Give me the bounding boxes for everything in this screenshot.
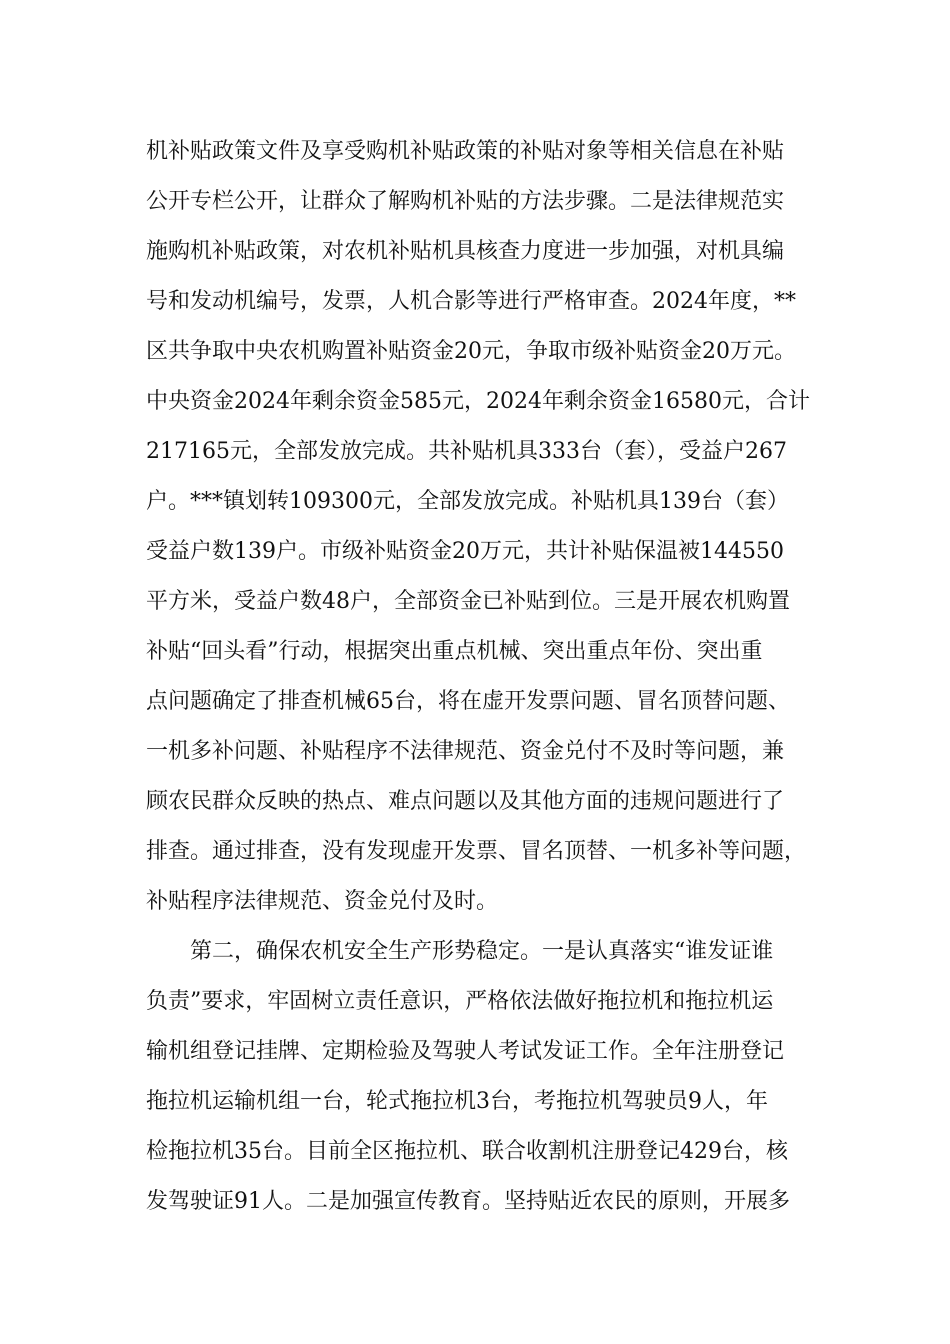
text-line: 217165元，全部发放完成。共补贴机具333台（套），受益户267 bbox=[146, 439, 787, 464]
text-line: 号和发动机编号，发票，人机合影等进行严格审查。2024年度，** bbox=[146, 289, 796, 314]
text-line: 一机多补问题、补贴程序不法律规范、资金兑付不及时等问题，兼 bbox=[146, 739, 785, 764]
paragraph-first-line: 第二，确保农机安全生产形势稳定。一是认真落实“谁发证谁 bbox=[190, 939, 774, 964]
text-line: 拖拉机运输机组一台，轮式拖拉机3台，考拖拉机驾驶员9人，年 bbox=[146, 1089, 768, 1114]
text-line: 施购机补贴政策，对农机补贴机具核查力度进一步加强，对机具编 bbox=[146, 239, 785, 264]
text-line: 户。***镇划转109300元，全部发放完成。补贴机具139台（套） bbox=[146, 489, 789, 514]
text-line: 区共争取中央农机购置补贴资金20元，争取市级补贴资金20万元。 bbox=[146, 339, 796, 364]
text-line: 受益户数139户。市级补贴资金20万元，共计补贴保温被144550 bbox=[146, 539, 784, 564]
text-line: 输机组登记挂牌、定期检验及驾驶人考试发证工作。全年注册登记 bbox=[146, 1039, 785, 1064]
text-line: 发驾驶证91人。二是加强宣传教育。坚持贴近农民的原则，开展多 bbox=[146, 1189, 790, 1214]
text-line: 检拖拉机35台。目前全区拖拉机、联合收割机注册登记429台，核 bbox=[146, 1139, 788, 1164]
text-line: 负责”要求，牢固树立责任意识，严格依法做好拖拉机和拖拉机运 bbox=[146, 989, 774, 1014]
text-line: 中央资金2024年剩余资金585元，2024年剩余资金16580元，合计 bbox=[146, 389, 810, 414]
text-line: 点问题确定了排查机械65台，将在虚开发票问题、冒名顶替问题、 bbox=[146, 689, 790, 714]
text-line: 公开专栏公开，让群众了解购机补贴的方法步骤。二是法律规范实 bbox=[146, 189, 785, 214]
text-line: 平方米，受益户数48户，全部资金已补贴到位。三是开展农机购置 bbox=[146, 589, 790, 614]
text-line: 顾农民群众反映的热点、难点问题以及其他方面的违规问题进行了 bbox=[146, 789, 785, 814]
text-line: 机补贴政策文件及享受购机补贴政策的补贴对象等相关信息在补贴 bbox=[146, 139, 785, 164]
text-line: 补贴程序法律规范、资金兑付及时。 bbox=[146, 889, 499, 914]
text-line: 补贴“回头看”行动，根据突出重点机械、突出重点年份、突出重 bbox=[146, 639, 763, 664]
text-line: 排查。通过排查，没有发现虚开发票、冒名顶替、一机多补等问题， bbox=[146, 839, 807, 864]
